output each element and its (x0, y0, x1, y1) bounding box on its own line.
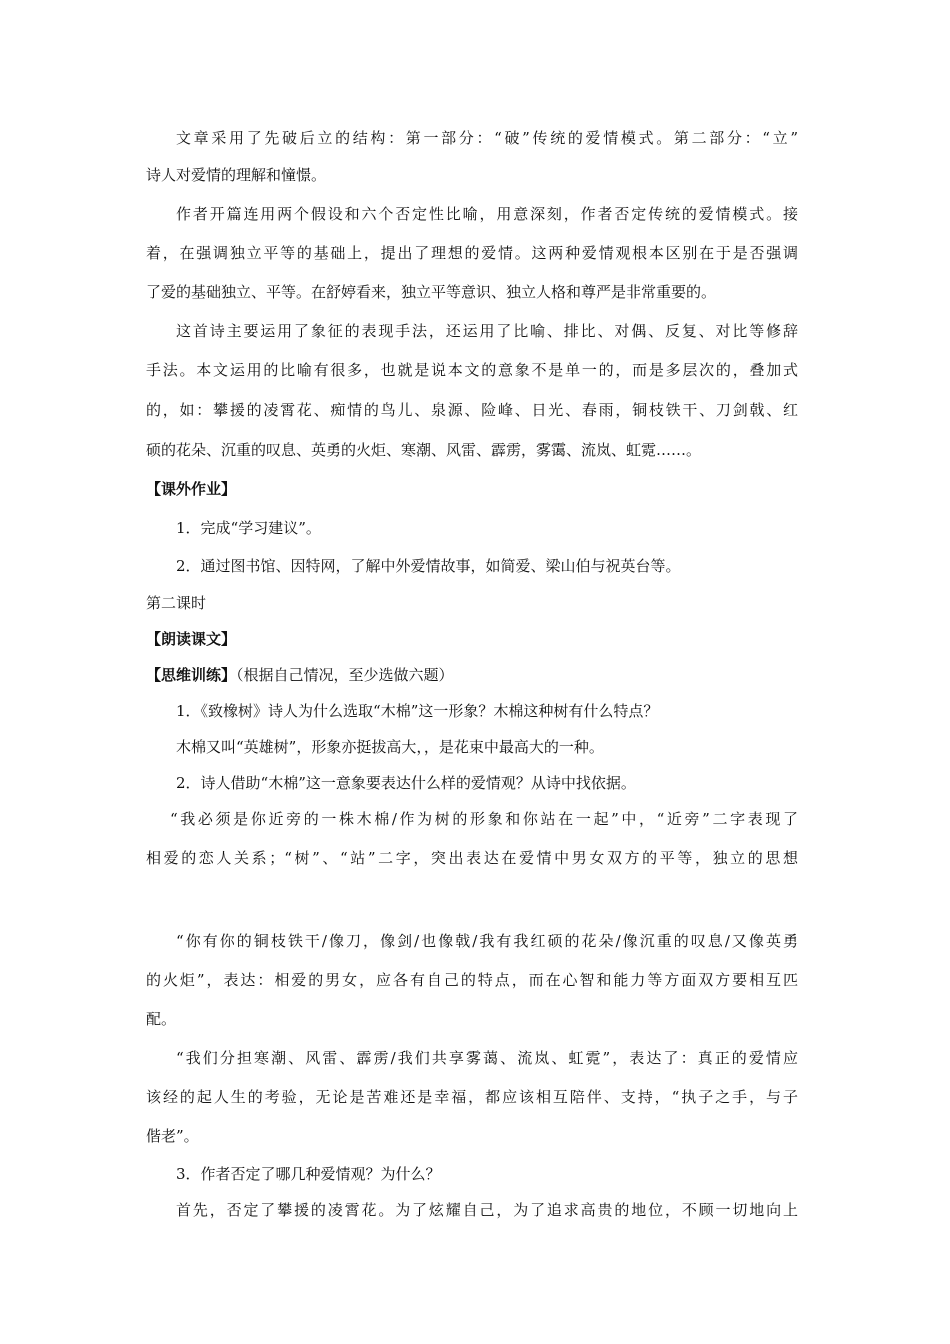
homework-item-1: 1．完成“学习建议”。 (176, 519, 321, 537)
paragraph-1-line-2: 诗人对爱情的理解和憧憬。 (146, 166, 327, 184)
paragraph-2-line-2: 着，在强调独立平等的基础上，提出了理想的爱情。这两种爱情观根本区别在于是否强调 (146, 244, 798, 262)
paragraph-2-line-3: 了爱的基础独立、平等。在舒婷看来，独立平等意识、独立人格和尊严是非常重要的。 (146, 283, 717, 301)
answer-3-line-1: 首先，否定了攀援的凌霄花。为了炫耀自己，为了追求高贵的地位，不顾一切地向上 (176, 1201, 798, 1219)
question-1: 1．《致橡树》诗人为什么选取“木棉”这一形象？木棉这种树有什么特点？ (176, 702, 659, 720)
question-3: 3．作者否定了哪几种爱情观？为什么？ (176, 1165, 441, 1183)
section-heading-thinking-row (146, 665, 454, 685)
section-heading-thinking: 【思维训练】 (146, 666, 237, 684)
answer-2-paragraph-3-line-1: “我们分担寒潮、风雷、霹雳/我们共享雾蔼、流岚、虹霓”，表达了：真正的爱情应 (176, 1049, 798, 1067)
answer-2-paragraph-2-line-2: 的火炬”，表达：相爱的男女，应各有自己的特点，而在心智和能力等方面双方要相互匹 (146, 971, 798, 989)
thinking-instruction: （根据自己情况，至少选做六题） (236, 666, 454, 684)
homework-item-2: 2．通过图书馆、因特网，了解中外爱情故事，如简爱、梁山伯与祝英台等。 (176, 557, 681, 575)
answer-2-paragraph-2-line-3: 配。 (146, 1010, 177, 1028)
lesson-two-heading: 第二课时 (146, 594, 207, 612)
answer-2-paragraph-2-line-1: “你有你的铜枝铁干/像刀，像剑/也像戟/我有我红硕的花朵/像沉重的叹息/又像英勇 (176, 932, 798, 950)
paragraph-1-line-1: 文章采用了先破后立的结构：第一部分：“破”传统的爱情模式。第二部分：“立” (176, 129, 798, 147)
section-heading-homework: 【课外作业】 (146, 480, 237, 498)
paragraph-3-line-2: 手法。本文运用的比喻有很多，也就是说本文的意象不是单一的，而是多层次的，叠加式 (146, 361, 798, 379)
paragraph-3-line-1: 这首诗主要运用了象征的表现手法，还运用了比喻、排比、对偶、反复、对比等修辞 (176, 322, 798, 340)
answer-2-line-2: 相爱的恋人关系；“树”、“站”二字，突出表达在爱情中男女双方的平等，独立的思想 (146, 849, 798, 867)
paragraph-3-line-3: 的，如：攀援的凌霄花、痴情的鸟儿、泉源、险峰、日光、春雨，铜枝铁干、刀剑戟、红 (146, 401, 798, 419)
answer-2-paragraph-3-line-2: 该经的起人生的考验，无论是苦难还是幸福，都应该相互陪伴、支持，“执子之手，与子 (146, 1088, 798, 1106)
section-heading-reading: 【朗读课文】 (146, 630, 237, 648)
question-2: 2．诗人借助“木棉”这一意象要表达什么样的爱情观？从诗中找依据。 (176, 774, 636, 792)
answer-2-line-1: “我必须是你近旁的一株木棉/作为树的形象和你站在一起”中，“近旁”二字表现了 (170, 810, 798, 828)
paragraph-2-line-1: 作者开篇连用两个假设和六个否定性比喻，用意深刻，作者否定传统的爱情模式。接 (176, 205, 798, 223)
answer-2-paragraph-3-line-3: 偕老”。 (146, 1127, 199, 1145)
paragraph-3-line-4: 硕的花朵、沉重的叹息、英勇的火炬、寒潮、风雷、霹雳，雾霭、流岚、虹霓……。 (146, 441, 702, 459)
answer-1: 木棉又叫“英雄树”，形象亦挺拔高大，，是花束中最高大的一种。 (176, 738, 604, 756)
